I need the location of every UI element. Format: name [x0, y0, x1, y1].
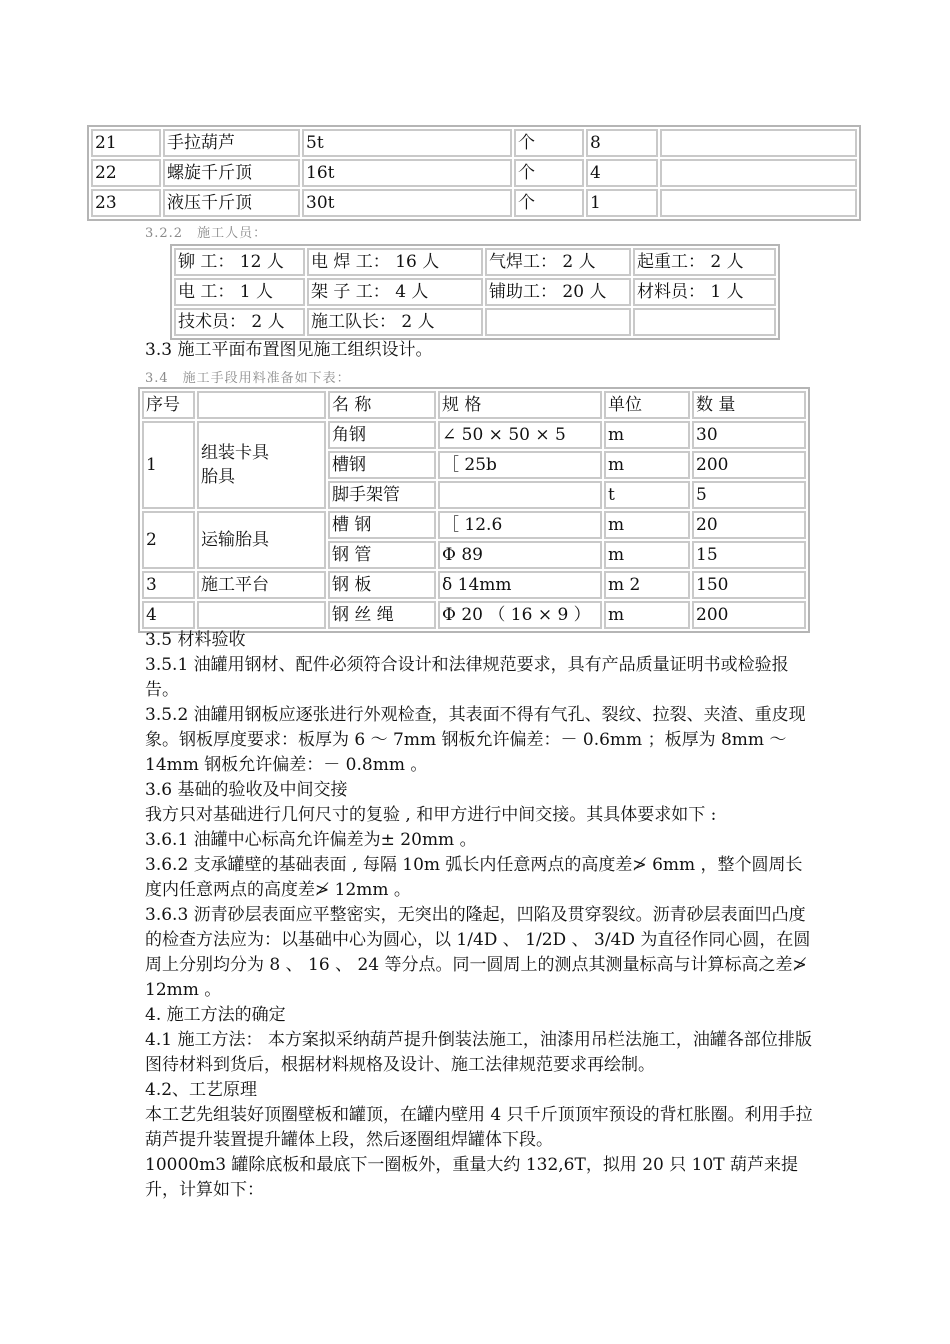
- table-row: [91, 189, 857, 217]
- paragraph: 3.5.2 油罐用钢板应逐张进行外观检查，其表面不得有气孔、裂纹、拉裂、夹渣、重皮现象。钢板厚度要求：板厚为 6 ～ 7mm 钢板允许偏差：－ 0.6mm ；板厚为 8mm ～ 14mm 钢板允许偏差：－ 0.8mm 。: [145, 705, 806, 775]
- row-number-cell: 2: [142, 511, 195, 569]
- table-cell: 20: [692, 511, 806, 539]
- paragraph: 3.6.1 油罐中心标高允许偏差为± 20mm 。: [145, 830, 477, 850]
- table-cell: m: [604, 541, 690, 569]
- table-cell: t: [604, 481, 690, 509]
- table-row: [142, 601, 806, 629]
- table-cell: 8: [586, 129, 658, 157]
- header-cell: [197, 391, 326, 419]
- table-cell: [660, 159, 857, 187]
- table-cell: [485, 308, 631, 336]
- table-cell: ［ 25b: [438, 451, 602, 479]
- table-cell: 21: [91, 129, 161, 157]
- table-row: [142, 511, 806, 539]
- row-number-cell: 4: [142, 601, 195, 629]
- staff-table: [170, 244, 780, 340]
- table-cell: 5: [692, 481, 806, 509]
- table-cell: 材料员： 1 人: [633, 278, 776, 306]
- paragraph: 4.1 施工方法： 本方案拟采纳葫芦提升倒装法施工，油漆用吊栏法施工，油罐各部位排版图待材料到货后，根据材料规格及设计、施工法律规范要求再绘制。: [145, 1030, 812, 1075]
- table-cell: Φ 89: [438, 541, 602, 569]
- table-cell: 200: [692, 451, 806, 479]
- paragraph: 本工艺先组装好顶圈壁板和罐顶，在罐内壁用 4 只千斤顶顶牢预设的背杠胀圈。利用手拉葫芦提升装置提升罐体上段，然后逐圈组焊罐体下段。: [145, 1105, 813, 1150]
- table-cell: 起重工： 2 人: [633, 248, 776, 276]
- table-cell: [633, 308, 776, 336]
- table-cell: 螺旋千斤顶: [163, 159, 300, 187]
- group-name-cell: 组装卡具 胎具: [197, 421, 326, 509]
- table-cell: 钢 板: [328, 571, 436, 599]
- table-cell: 个: [514, 129, 584, 157]
- table-cell: 个: [514, 159, 584, 187]
- paragraph: 我方只对基础进行几何尺寸的复验 , 和甲方进行中间交接。其具体要求如下 :: [145, 805, 717, 825]
- row-number-cell: 1: [142, 421, 195, 509]
- row-number-cell: 3: [142, 571, 195, 599]
- table-cell: 30t: [302, 189, 512, 217]
- table-cell: [438, 481, 602, 509]
- materials-header-row: [142, 391, 806, 419]
- table-cell: 5t: [302, 129, 512, 157]
- table-row: [174, 248, 776, 276]
- group-name-cell: 运输胎具: [197, 511, 326, 569]
- section-heading: 4.2、工艺原理: [145, 1080, 258, 1100]
- table-cell: 4: [586, 159, 658, 187]
- table-cell: 1: [586, 189, 658, 217]
- table-row: [142, 421, 806, 449]
- table-cell: 16t: [302, 159, 512, 187]
- section-3-4-heading: 3.4 施工手段用料准备如下表：: [145, 371, 351, 386]
- table-cell: 液压千斤顶: [163, 189, 300, 217]
- table-cell: 手拉葫芦: [163, 129, 300, 157]
- table-cell: 槽钢: [328, 451, 436, 479]
- table-cell: 脚手架管: [328, 481, 436, 509]
- table-cell: 个: [514, 189, 584, 217]
- body-text: [145, 628, 815, 1203]
- table-cell: ［ 12.6: [438, 511, 602, 539]
- table-cell: m: [604, 601, 690, 629]
- table-cell: m: [604, 451, 690, 479]
- table-cell: 30: [692, 421, 806, 449]
- table-cell: 23: [91, 189, 161, 217]
- table-cell: 电 工： 1 人: [174, 278, 305, 306]
- table-cell: 200: [692, 601, 806, 629]
- table-cell: 技术员： 2 人: [174, 308, 305, 336]
- table-cell: [660, 129, 857, 157]
- table-cell: 22: [91, 159, 161, 187]
- table-cell: δ 14mm: [438, 571, 602, 599]
- section-3-2-2-heading: 3.2.2 施工人员：: [145, 226, 268, 241]
- table-cell: m: [604, 511, 690, 539]
- table-row: [91, 159, 857, 187]
- table-cell: 150: [692, 571, 806, 599]
- table-cell: m: [604, 421, 690, 449]
- table-cell: 铺助工： 20 人: [485, 278, 631, 306]
- paragraph: 10000m3 罐除底板和最底下一圈板外，重量大约 132,6T，拟用 20 只 10T 葫芦来提升，计算如下：: [145, 1155, 799, 1200]
- table-cell: 角钢: [328, 421, 436, 449]
- section-3-3-text: 3.3 施工平面布置图见施工组织设计。: [145, 340, 433, 360]
- table-cell: 架 子 工： 4 人: [307, 278, 483, 306]
- header-cell: 单位: [604, 391, 690, 419]
- materials-table: [138, 387, 810, 633]
- table-row: [142, 571, 806, 599]
- table-cell: 施工队长： 2 人: [307, 308, 483, 336]
- paragraph: 3.5.1 油罐用钢材、配件必须符合设计和法律规范要求，具有产品质量证明书或检验报告。: [145, 655, 789, 700]
- table-cell: ∠ 50 × 50 × 5: [438, 421, 602, 449]
- tools-table: [87, 125, 861, 221]
- table-row: [174, 308, 776, 336]
- table-cell: 铆 工： 12 人: [174, 248, 305, 276]
- header-cell: 数 量: [692, 391, 806, 419]
- paragraph: 3.6.2 支承罐壁的基础表面 , 每隔 10m 弧长内任意两点的高度差≯ 6mm ，整个圆周长度内任意两点的高度差≯ 12mm 。: [145, 855, 803, 900]
- table-cell: 钢 管: [328, 541, 436, 569]
- table-cell: 钢 丝 绳: [328, 601, 436, 629]
- table-cell: 电 焊 工： 16 人: [307, 248, 483, 276]
- header-cell: 序号: [142, 391, 195, 419]
- table-cell: Φ 20 （ 16 × 9 ）: [438, 601, 602, 629]
- paragraph: 3.6.3 沥青砂层表面应平整密实，无突出的隆起，凹陷及贯穿裂纹。沥青砂层表面凹凸度的检查方法应为：以基础中心为圆心，以 1/4D 、 1/2D 、 3/4D 为直径作同心圆，在圆周上分别均分为 8 、 16 、 24 等分点。同一圆周上的测点其测量标高与计算标高之差≯ 12mm 。: [145, 905, 811, 1000]
- table-cell: [660, 189, 857, 217]
- table-cell: 15: [692, 541, 806, 569]
- table-row: [174, 278, 776, 306]
- header-cell: 规 格: [438, 391, 602, 419]
- table-row: [91, 129, 857, 157]
- section-heading: 3.5 材料验收: [145, 630, 246, 650]
- table-cell: 槽 钢: [328, 511, 436, 539]
- header-cell: 名 称: [328, 391, 436, 419]
- table-cell: m 2: [604, 571, 690, 599]
- group-name-cell: [197, 601, 326, 629]
- section-heading: 3.6 基础的验收及中间交接: [145, 780, 348, 800]
- table-cell: 气焊工： 2 人: [485, 248, 631, 276]
- group-name-cell: 施工平台: [197, 571, 326, 599]
- section-heading: 4. 施工方法的确定: [145, 1005, 286, 1025]
